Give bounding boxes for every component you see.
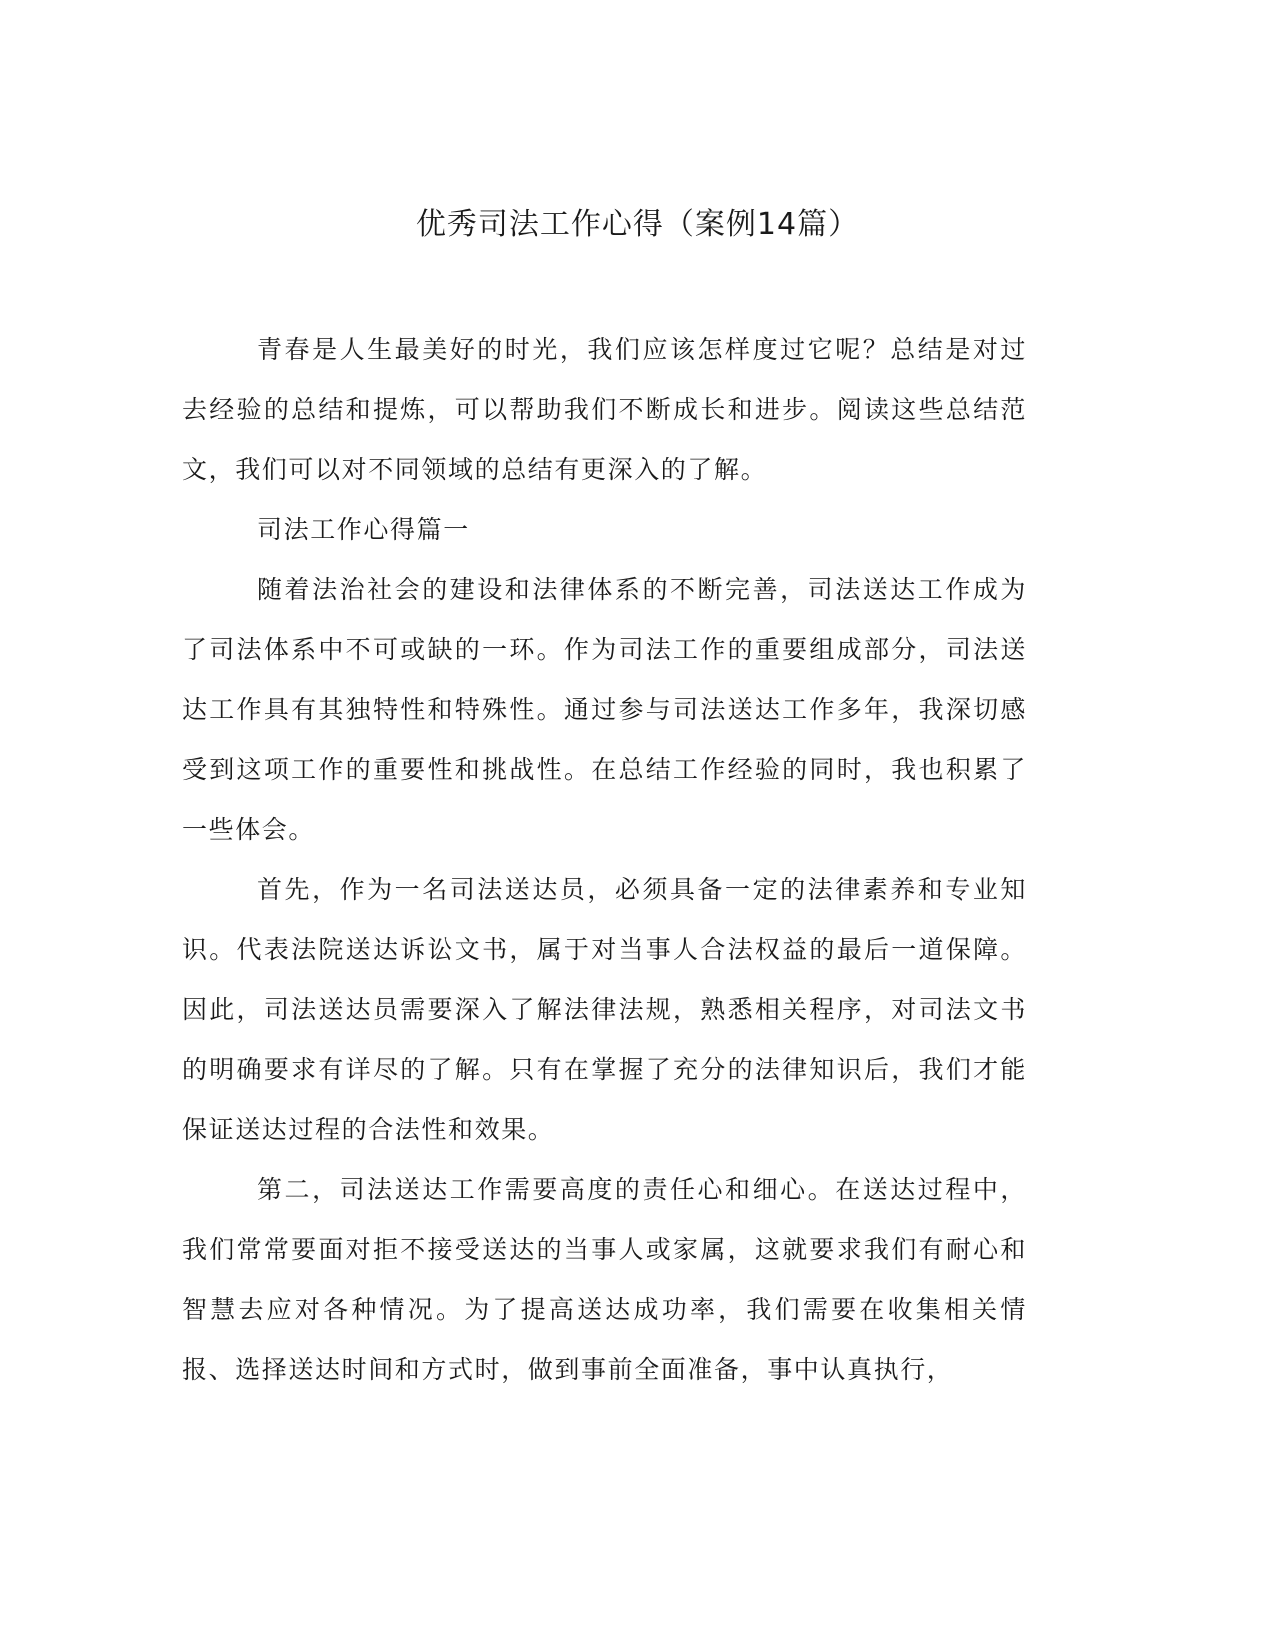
intro-paragraph: 青春是人生最美好的时光，我们应该怎样度过它呢？总结是对过去经验的总结和提炼，可以帮助我们不断成长和进步。阅读这些总结范文，我们可以对不同领域的总结有更深入的了解。 [182,335,1027,484]
document-title: 优秀司法工作心得（案例14篇） [415,207,860,242]
body-paragraph: 首先，作为一名司法送达员，必须具备一定的法律素养和专业知识。代表法院送达诉讼文书，属于对当事人合法权益的最后一道保障。因此，司法送达员需要深入了解法律法规，熟悉相关程序，对司法文书的明确要求有详尽的了解。只有在掌握了充分的法律知识后，我们才能保证送达过程的合法性和效果。 [182,875,1027,1144]
document-body [182,320,1027,1400]
section-heading: 司法工作心得篇一 [257,515,470,544]
body-paragraph: 随着法治社会的建设和法律体系的不断完善，司法送达工作成为了司法体系中不可或缺的一环。作为司法工作的重要组成部分，司法送达工作具有其独特性和特殊性。通过参与司法送达工作多年，我深切感受到这项工作的重要性和挑战性。在总结工作经验的同时，我也积累了一些体会。 [182,575,1027,844]
body-paragraph: 第二，司法送达工作需要高度的责任心和细心。在送达过程中，我们常常要面对拒不接受送达的当事人或家属，这就要求我们有耐心和智慧去应对各种情况。为了提高送达成功率，我们需要在收集相关情报、选择送达时间和方式时，做到事前全面准备，事中认真执行， [182,1175,1027,1384]
